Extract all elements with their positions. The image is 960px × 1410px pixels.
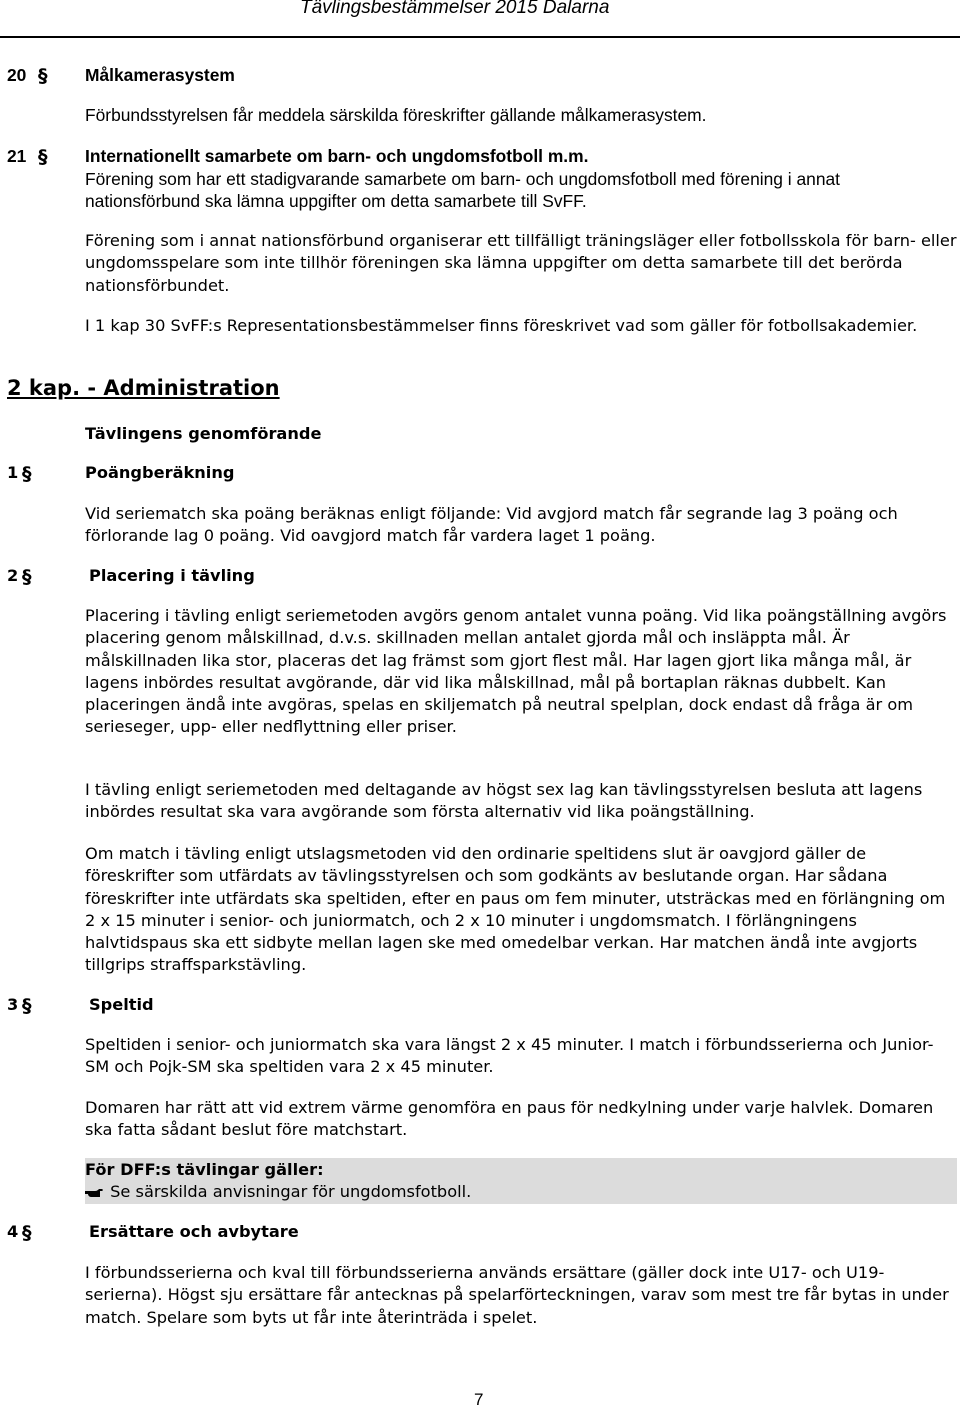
svg-text:§: § <box>22 464 32 484</box>
pointing-hand-icon <box>85 1184 105 1206</box>
section-4-number: 4 <box>7 1222 19 1241</box>
section-4-title: Ersättare och avbytare <box>89 1222 299 1241</box>
section-sign-icon <box>22 464 36 488</box>
section-3-paragraph-1: Speltiden i senior- och juniormatch ska vara längst 2 x 45 minuter. I match i förbundsserierna och Junior-SM och Pojk-SM ska speltiden vara 2 x 45 minuter. <box>85 1035 934 1077</box>
page-number: 7 <box>474 1390 484 1409</box>
svg-text:§: § <box>38 147 48 167</box>
section-sign-icon <box>22 567 36 591</box>
dff-notice-text: Se särskilda anvisningar för ungdomsfotboll. <box>110 1182 472 1201</box>
header-rule <box>0 36 960 38</box>
section-20-text: Förbundsstyrelsen får meddela särskilda föreskrifter gällande målkamerasystem. <box>85 105 707 125</box>
section-3-title: Speltid <box>89 995 154 1014</box>
section-sign-icon <box>38 147 52 171</box>
section-sign-icon <box>38 66 52 90</box>
dff-notice-line <box>85 1181 471 1206</box>
section-20-title: Målkamerasystem <box>85 65 235 85</box>
svg-text:§: § <box>22 996 32 1016</box>
section-20-number: 20 <box>7 65 27 85</box>
section-21-paragraph-3: I 1 kap 30 SvFF:s Representationsbestämmelser finns föreskrivet vad som gäller för fotbollsakademier. <box>85 316 918 335</box>
svg-text:§: § <box>38 66 48 86</box>
section-21-paragraph-2: Förening som i annat nationsförbund organiserar ett tillfälligt träningsläger eller fotbollsskola för barn- eller ungdomsspelare som inte tillhör föreningen ska lämna uppgifter om detta samarbete till det berörda nationsförbundet. <box>85 231 957 295</box>
section-2-paragraph-1: Placering i tävling enligt seriemetoden avgörs genom antalet vunna poäng. Vid lika poängställning avgörs placering genom målskillnad, d.v.s. skillnaden mellan antalet gjorda mål och insläppta mål. Är målskillnaden lika stor, placeras det lag främst som gjort flest mål. Har lagen gjort lika många mål, är lagens inbördes resultat avgörande, där vid lika målskillnad, mål på bortaplan räknas dubbelt. Kan placeringen ändå inte avgöras, spelas en skiljematch på neutral spelplan, dock endast då fråga är om serieseger, upp- eller nedflyttning eller priser. <box>85 606 947 737</box>
chapter-heading: 2 kap. - Administration <box>7 376 280 400</box>
section-2-paragraph-2: I tävling enligt seriemetoden med deltagande av högst sex lag kan tävlingsstyrelsen besluta att lagens inbördes resultat ska vara avgörande som första alternativ vid lika poängställning. <box>85 780 923 822</box>
section-2-title: Placering i tävling <box>89 566 255 585</box>
section-21-number: 21 <box>7 146 27 166</box>
section-3-number: 3 <box>7 995 19 1014</box>
section-1-title: Poängberäkning <box>85 463 235 482</box>
section-1-number: 1 <box>7 463 19 482</box>
section-2-paragraph-3: Om match i tävling enligt utslagsmetoden vid den ordinarie speltidens slut är oavgjord gäller de föreskrifter som utfärdats av tävlingsstyrelsen och som godkänts av beslutande organ. Har sådana föreskrifter inte utfärdats ska speltiden, efter en paus om fem minuter, utsträckas med en förlängning om 2 x 15 minuter i senior- och juniormatch, och 2 x 10 minuter i ungdomsmatch. I förlängningens halvtidspaus ska ett sidbyte mellan lagen ske med omedelbar verkan. Har matchen ändå inte avgjorts tillgrips straffsparkstävling. <box>85 844 946 975</box>
section-4-text: I förbundsserierna och kval till förbundsserierna används ersättare (gäller dock inte U17- och U19-serierna). Högst sju ersättare får antecknas på spelarförteckningen, varav som mest tre får bytas in under match. Spelare som byts ut får inte återinträda i spelet. <box>85 1263 949 1327</box>
section-2-number: 2 <box>7 566 19 585</box>
chapter-subheading: Tävlingens genomförande <box>85 424 322 443</box>
dff-notice-title: För DFF:s tävlingar gäller: <box>85 1160 324 1179</box>
page-header-title: Tävlingsbestämmelser 2015 Dalarna <box>300 0 610 18</box>
svg-text:§: § <box>22 1223 32 1243</box>
section-3-paragraph-2: Domaren har rätt att vid extrem värme genomföra en paus för nedkylning under varje halvlek. Domaren ska fatta sådant beslut före matchstart. <box>85 1098 934 1140</box>
section-sign-icon <box>22 1223 36 1247</box>
section-21-paragraph-1: Förening som har ett stadigvarande samarbete om barn- och ungdomsfotboll med förening i annat nationsförbund ska lämna uppgifter om detta samarbete till SvFF. <box>85 169 840 211</box>
svg-text:§: § <box>22 567 32 587</box>
section-1-text: Vid seriematch ska poäng beräknas enligt följande: Vid avgjord match får segrande lag 3 poäng och förlorande lag 0 poäng. Vid oavgjord match får vardera laget 1 poäng. <box>85 504 898 546</box>
section-sign-icon <box>22 996 36 1020</box>
section-21-title: Internationellt samarbete om barn- och ungdomsfotboll m.m. <box>85 146 589 166</box>
